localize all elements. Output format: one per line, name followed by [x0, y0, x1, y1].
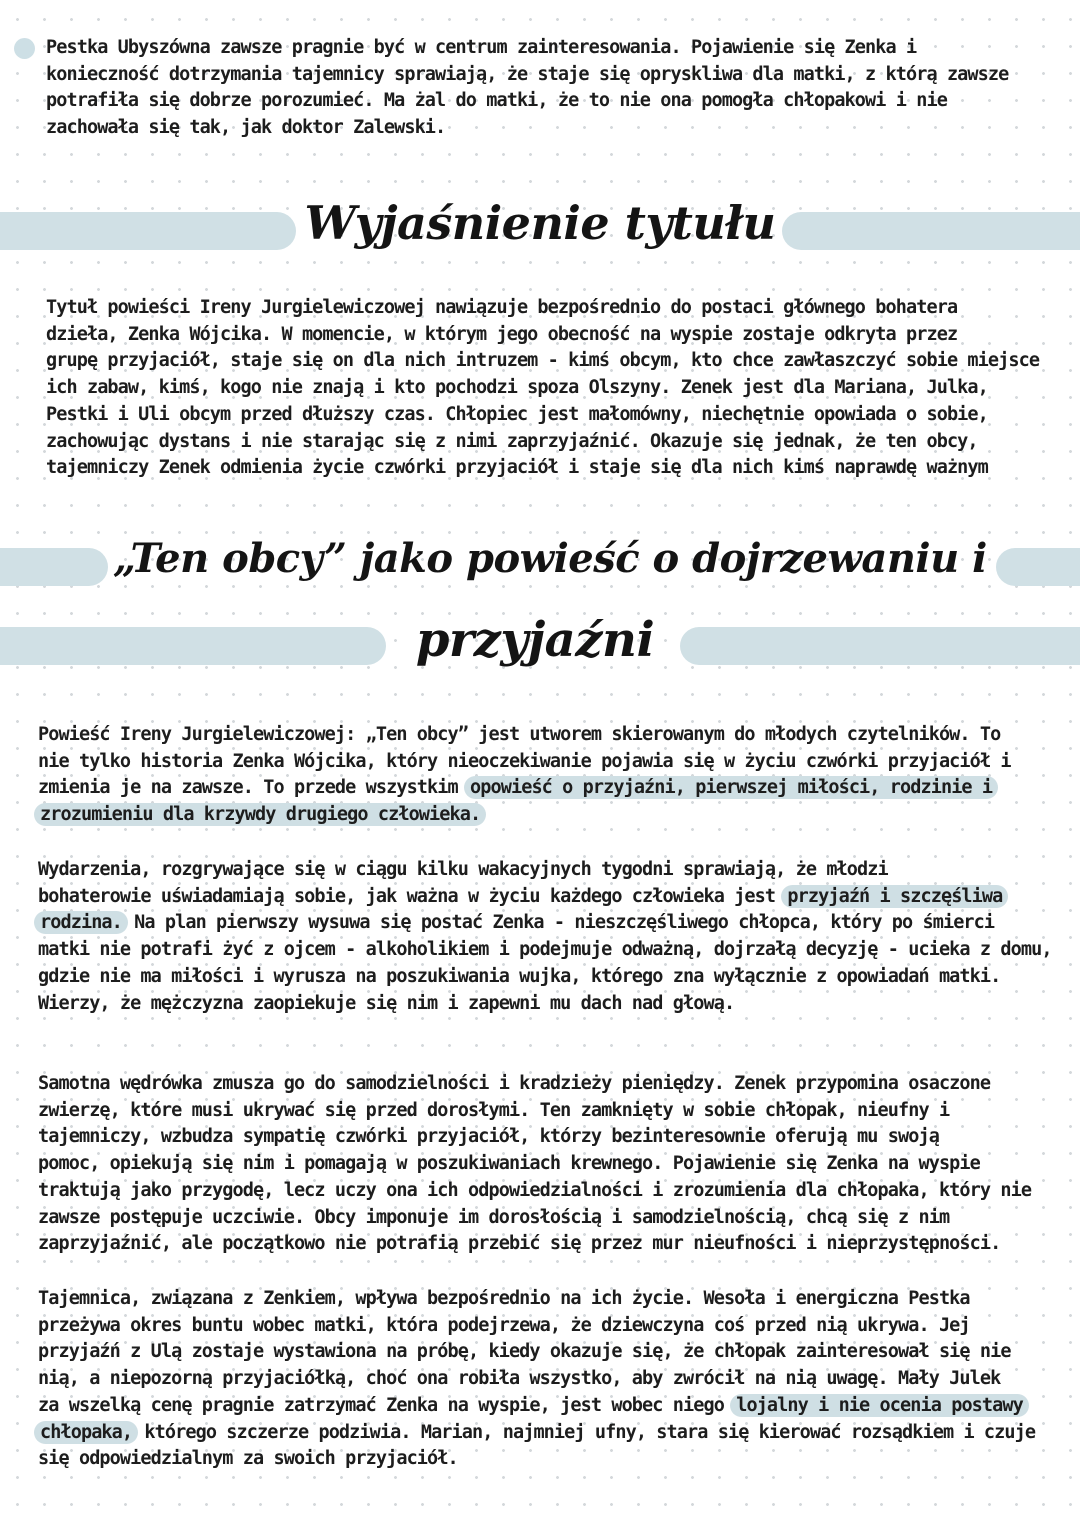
title-explanation-paragraph	[46, 295, 1039, 482]
text-segment: bohaterowie uświadamiają sobie, jak ważna w życiu każdego człowieka jest	[38, 885, 776, 907]
bullet-dot	[14, 38, 35, 59]
text-line: Pestka Ubyszówna zawsze pragnie być w centrum zainteresowania. Pojawienie się Zenka i	[46, 37, 917, 58]
highlighted-phrase: zrozumieniu dla krzywdy drugiego człowieka.	[34, 803, 486, 826]
text-line: Tytuł powieści Ireny Jurgielewiczowej nawiązuje bezpośrednio do postaci głównego bohatera	[46, 297, 958, 318]
text-line: tajemniczy, wzbudza sympatię czwórki przyjaciół, którzy bezinteresownie oferują mu swoją	[38, 1126, 939, 1148]
text-line: pomoc, opiekują się nim i pomagają w poszukiwaniach krewnego. Pojawienie się Zenka na wyspie	[38, 1153, 980, 1175]
text-line	[38, 910, 1052, 937]
intro-paragraph	[46, 35, 1008, 142]
text-line: matki nie potrafi żyć z ojcem - alkoholikiem i podejmuje odważną, dojrzałą decyzję - ucieka z domu,	[38, 939, 1052, 961]
text-segment: którego szczerze podziwia. Marian, najmniej ufny, stara się kierować rozsądkiem i czuje	[144, 1421, 1036, 1443]
text-line	[38, 802, 1011, 829]
text-line: zaprzyjaźnić, ale początkowo nie potrafią przebić się przez mur nieufności i nieprzystępności.	[38, 1233, 1001, 1255]
heading-band-left	[0, 548, 108, 586]
highlighted-phrase: przyjaźń i szczęśliwa	[781, 885, 1008, 908]
heading-band-right	[782, 212, 1080, 250]
text-line: grupę przyjaciół, staje się on dla nich intruzem - kimś obcym, kto chce zawłaszczyć sobie miejsce	[46, 350, 1040, 372]
text-line: konieczność dotrzymania tajemnicy sprawiają, że staje się opryskliwa dla matki, z którą zawsze	[46, 63, 1009, 85]
text-line: gdzie nie ma miłości i wyrusza na poszukiwania wujka, którego zna wyłącznie z opowiadań matki.	[38, 965, 1001, 987]
novel-paragraph-1	[38, 722, 1011, 829]
text-line: przyjaźń z Ulą zostaje wystawiona na próbę, kiedy okazuje się, że chłopak zainteresował się nie	[38, 1341, 1011, 1363]
heading-band-right	[680, 627, 1080, 665]
section-title-title-explanation: Wyjaśnienie tytułu	[304, 196, 776, 250]
text-line: Pestki i Uli obcym przed dłuższy czas. Chłopiec jest małomówny, niechętnie opowiada o sobie,	[46, 403, 988, 425]
text-segment: zmienia je na zawsze. To przede wszystkim	[38, 777, 458, 799]
novel-paragraph-4	[38, 1286, 1035, 1473]
highlighted-phrase: lojalny i nie ocenia postawy	[730, 1394, 1029, 1417]
section-title-coming-of-age: „Ten obcy” jako powieść o dojrzewaniu i	[113, 535, 987, 582]
text-line: tajemniczy Zenek odmienia życie czwórki przyjaciół i staje się dla nich kimś naprawdę ważnym	[46, 457, 988, 479]
text-line: zachowując dystans i nie starając się z nimi zaprzyjaźnić. Okazuje się jednak, że ten obcy,	[46, 430, 978, 452]
highlighted-phrase: rodzina.	[34, 911, 128, 934]
heading-band-right	[996, 548, 1080, 586]
text-line: traktują jako przygodę, lecz uczy ona ich odpowiedzialności i zrozumienia dla chłopaka, który nie	[38, 1179, 1032, 1201]
section-title-coming-of-age-line2: przyjaźni	[415, 612, 655, 668]
text-line	[38, 884, 1052, 911]
highlighted-phrase: opowieść o przyjaźni, pierwszej miłości, rodzinie i	[464, 776, 998, 799]
novel-paragraph-3	[38, 1071, 1031, 1258]
text-line: nią, a niepozorną przyjaciółką, choć ona robiła wszystko, aby zwrócił na nią uwagę. Mały Julek	[38, 1368, 1001, 1390]
text-line: ich zabaw, kimś, kogo nie znają i kto pochodzi spoza Olszyny. Zenek jest dla Mariana, Julka,	[46, 377, 988, 399]
text-line: nie tylko historia Zenka Wójcika, który nieoczekiwanie pojawia się w życiu czwórki przyjaciół i	[38, 750, 1011, 772]
text-line: przeżywa okres buntu wobec matki, która podejrzewa, że dziewczyna coś przed nią ukrywa. Jej	[38, 1314, 970, 1336]
text-line: dzieła, Zenka Wójcika. W momencie, w którym jego obecność na wyspie zostaje odkryta przez	[46, 323, 958, 345]
heading-band-left	[0, 627, 386, 665]
text-line: potrafiła się dobrze porozumieć. Ma żal do matki, że to nie ona pomogła chłopakowi i nie	[46, 90, 947, 112]
text-line: zachowała się tak, jak doktor Zalewski.	[46, 117, 446, 139]
text-line: zawsze postępuje uczciwie. Obcy imponuje im dorosłością i samodzielnością, chcą się z nim	[38, 1206, 950, 1228]
text-line: Wydarzenia, rozgrywające się w ciągu kilku wakacyjnych tygodni sprawiają, że młodzi	[38, 859, 888, 880]
text-line: się odpowiedzialnym za swoich przyjaciół.	[38, 1448, 458, 1470]
text-line: Tajemnica, związana z Zenkiem, wpływa bezpośrednio na ich życie. Wesoła i energiczna Pestka	[38, 1288, 970, 1309]
text-segment: za wszelką cenę pragnie zatrzymać Zenka na wyspie, jest wobec niego	[38, 1394, 724, 1416]
heading-band-left	[0, 212, 296, 250]
novel-paragraph-2	[38, 857, 1052, 1017]
highlighted-phrase: chłopaka,	[34, 1421, 138, 1444]
text-segment: Na plan pierwszy wysuwa się postać Zenka - nieszczęśliwego chłopca, który po śmierci	[134, 912, 995, 934]
text-line	[38, 1393, 1035, 1420]
text-line: Powieść Ireny Jurgielewiczowej: „Ten obcy” jest utworem skierowanym do młodych czytelników. To	[38, 724, 1001, 745]
text-line	[38, 775, 1011, 802]
text-line: zwierzę, które musi ukrywać się przed dorosłymi. Ten zamknięty w sobie chłopak, nieufny i	[38, 1099, 950, 1121]
text-line: Wierzy, że mężczyzna zaopiekuje się nim i zapewni mu dach nad głową.	[38, 992, 735, 1014]
text-line	[38, 1420, 1035, 1447]
text-line: Samotna wędrówka zmusza go do samodzielności i kradzieży pieniędzy. Zenek przypomina osaczone	[38, 1073, 991, 1094]
